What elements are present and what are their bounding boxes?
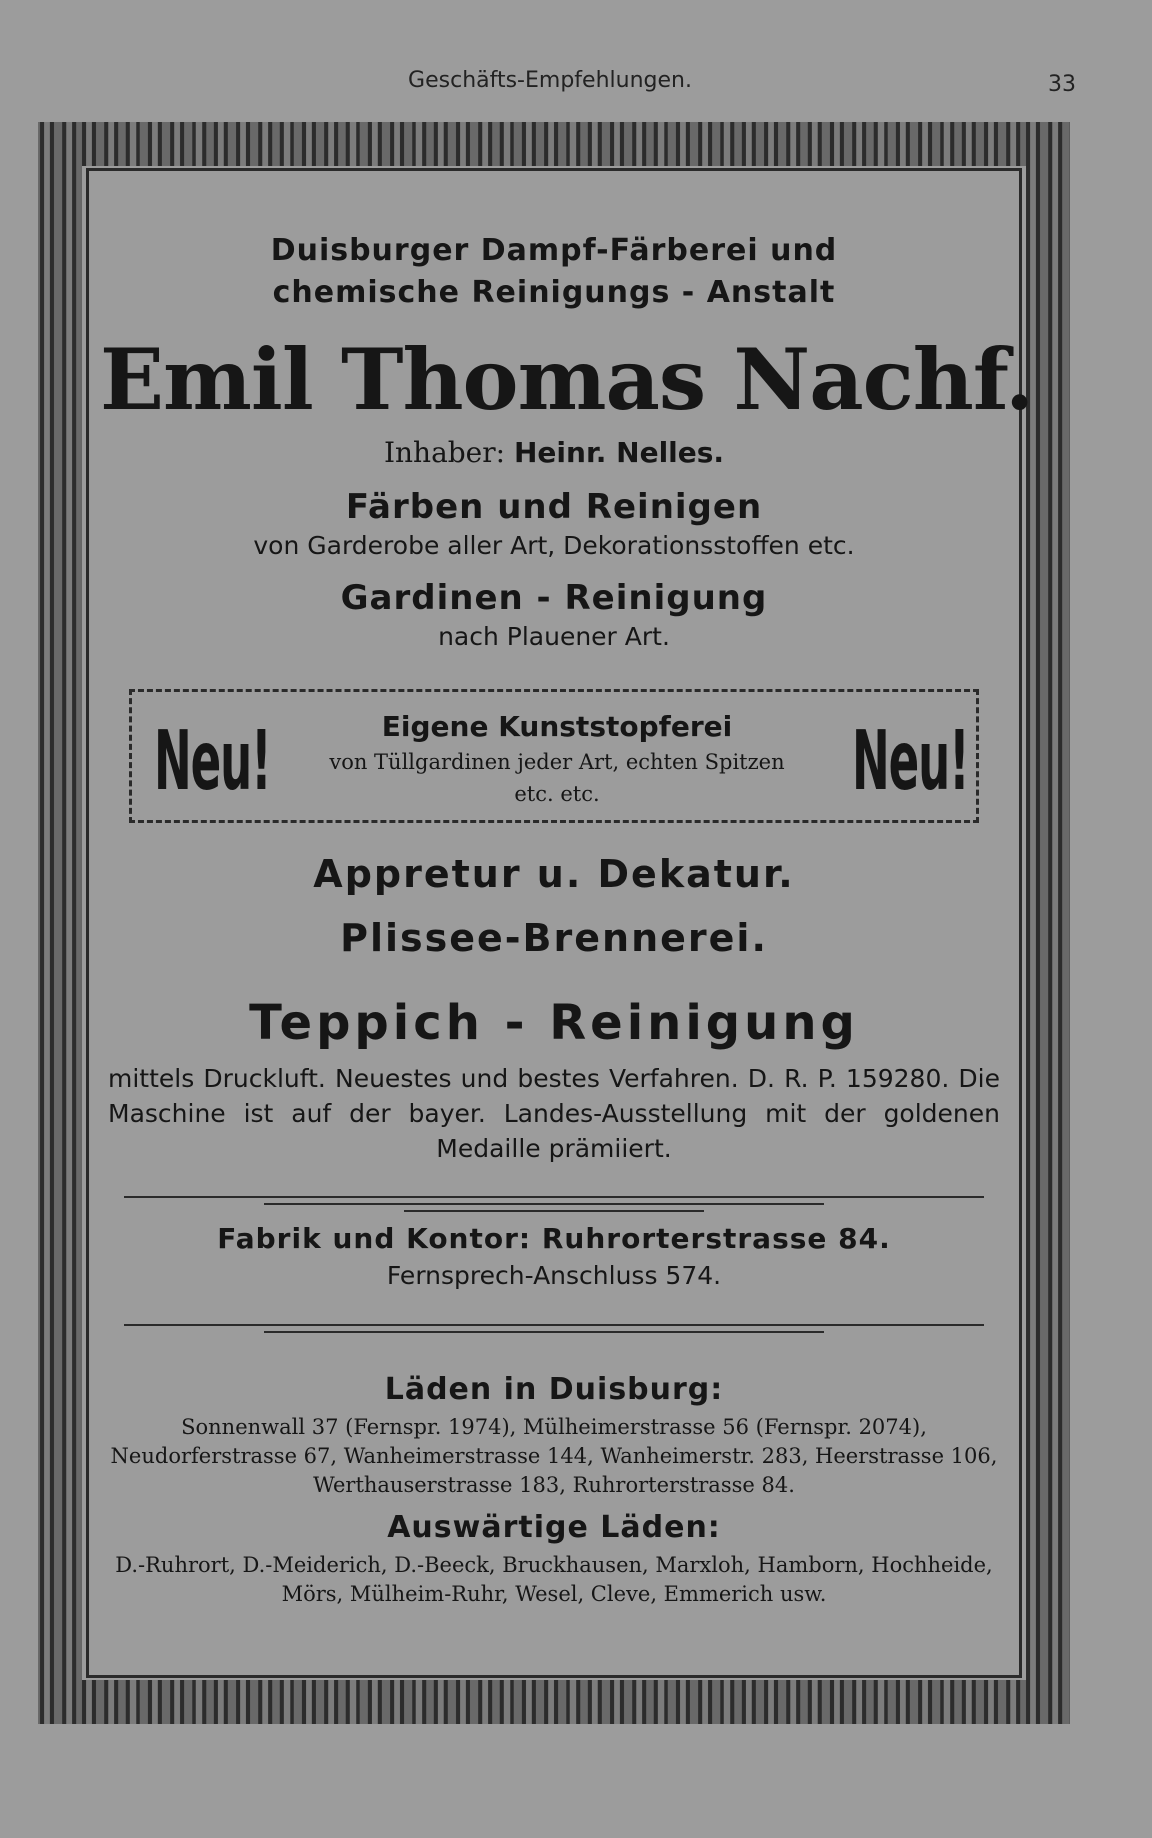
- shops-title: Läden in Duisburg:: [384, 1372, 724, 1407]
- neu-box: [129, 689, 979, 823]
- rule: [124, 1196, 984, 1198]
- carpet-title: Teppich - Reinigung: [249, 995, 859, 1051]
- neu-label-left: Neu!: [154, 714, 271, 809]
- rule-group-top: [100, 1190, 1008, 1218]
- plissee-line: Plissee-Brennerei.: [340, 916, 768, 960]
- neu-text-1: von Tüllgardinen jeder Art, echten Spitzen: [329, 750, 785, 774]
- page-number: 33: [1048, 72, 1076, 97]
- section-dyeing-text: von Garderobe aller Art, Dekorationsstoffen etc.: [253, 531, 855, 560]
- carpet-text: mittels Druckluft. Neuestes und bestes Verfahren. D. R. P. 159280. Die Maschine ist auf der bayer. Landes-Ausstellung mit der goldenen Medaille prämiiert.: [108, 1064, 1000, 1163]
- section-curtains-text: nach Plauener Art.: [438, 622, 670, 651]
- rule: [124, 1324, 984, 1326]
- factory-address: Fabrik und Kontor: Ruhrorterstrasse 84.: [217, 1222, 891, 1255]
- shops-text: Sonnenwall 37 (Fernspr. 1974), Mülheimerstrasse 56 (Fernspr. 2074), Neudorferstrasse 67, Wanheimerstrasse 144, Wanheimerstr. 283, Heerstrasse 106, Werthauserstrasse 183, Ruhrorterstrasse 84.: [110, 1415, 998, 1497]
- owner-name: Heinr. Nelles.: [513, 436, 725, 469]
- advertisement: [100, 180, 1034, 1609]
- rule: [404, 1210, 704, 1212]
- section-dyeing-title: Färben und Reinigen: [345, 487, 763, 527]
- running-head: Geschäfts-Empfehlungen.: [408, 68, 692, 93]
- rule: [264, 1203, 824, 1205]
- external-shops-text: D.-Ruhrort, D.-Meiderich, D.-Beeck, Bruckhausen, Marxloh, Hamborn, Hochheide, Mörs, Mülheim-Ruhr, Wesel, Cleve, Emmerich usw.: [115, 1553, 993, 1606]
- company-name: Emil Thomas Nachf.: [100, 330, 1034, 429]
- section-curtains-title: Gardinen - Reinigung: [340, 578, 768, 618]
- rule: [264, 1331, 824, 1333]
- neu-label-right: Neu!: [852, 714, 969, 809]
- owner-label: Inhaber:: [383, 436, 506, 469]
- neu-content: [302, 710, 812, 807]
- headline-line-1: Duisburger Dampf-Färberei und: [270, 233, 838, 268]
- external-shops-title: Auswärtige Läden:: [387, 1510, 721, 1545]
- headline-line-2: chemische Reinigungs - Anstalt: [272, 275, 836, 310]
- page-header: [0, 68, 1152, 104]
- neu-text-2: etc. etc.: [514, 782, 600, 806]
- appretur-line: Appretur u. Dekatur.: [313, 852, 795, 896]
- neu-title: Eigene Kunststopferei: [381, 710, 733, 743]
- rule-group-bottom: [100, 1314, 1008, 1342]
- owner-line: [100, 436, 1008, 469]
- phone-line: Fernsprech-Anschluss 574.: [386, 1261, 722, 1290]
